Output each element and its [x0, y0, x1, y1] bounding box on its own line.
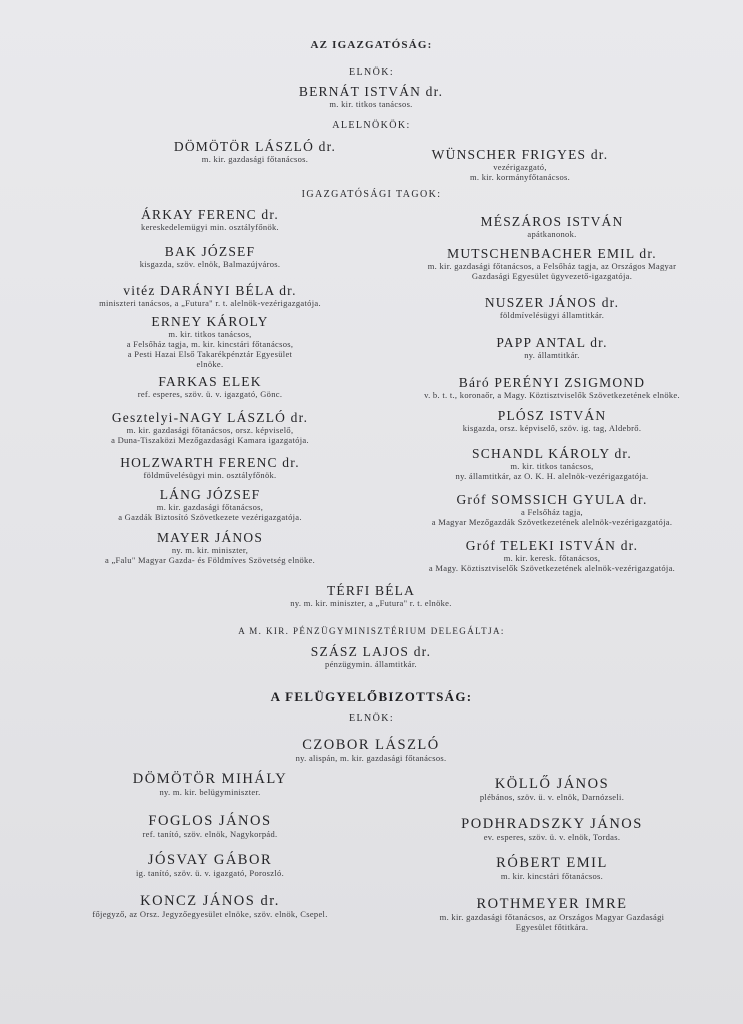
- board-member-left: [30, 530, 390, 565]
- person-title: a Pesti Hazai Első Takarékpénztár Egyesület: [127, 349, 293, 359]
- board-member-right: [362, 246, 742, 281]
- person-title: Gazdasági Egyesület ügyvezető-igazgatója.: [471, 271, 633, 281]
- board-member-left: [25, 283, 395, 308]
- person-title: v. b. t. t., koronaőr, a Magy. Köztisztviselők Szövetkezetének elnöke.: [424, 390, 680, 400]
- person-title: a Magyar Mezőgazdák Szövetkezetének alelnök-vezérigazgatója.: [431, 517, 673, 527]
- person-title: kereskedelemügyi min. osztályfőnök.: [141, 222, 279, 232]
- person-name: PLÓSZ ISTVÁN: [497, 408, 607, 423]
- supervisory-title: A FELÜGYELŐBIZOTTSÁG:: [270, 689, 473, 704]
- supervisory-member-right: [372, 817, 732, 842]
- person-name: ÁRKAY FERENC dr.: [141, 207, 279, 222]
- person-title: ev. esperes, szöv. ü. v. elnök, Tordas.: [483, 832, 621, 842]
- person-title: m. kir. titkos tanácsos.: [329, 99, 413, 109]
- person-name: JÓSVAY GÁBOR: [147, 852, 273, 868]
- supervisory-member-right: [372, 777, 732, 802]
- person-name: KÖLLŐ JÁNOS: [494, 776, 610, 792]
- person-name: Báró PERÉNYI ZSIGMOND: [458, 375, 646, 390]
- supervisory-member-left: [20, 894, 400, 919]
- board-member-right: [362, 446, 742, 481]
- supervisory-president: [221, 738, 521, 763]
- board-member-left: [40, 374, 380, 399]
- person-title: kisgazda, orsz. képviselő, szöv. ig. tag, Aldebrő.: [462, 423, 642, 433]
- person-title: főjegyző, az Orsz. Jegyzőegyesület elnöke, szöv. elnök, Csepel.: [92, 909, 328, 919]
- board-vice-left: [105, 139, 405, 164]
- board-member-right: [362, 538, 742, 573]
- board-members-label: IGAZGATÓSÁGI TAGOK:: [301, 189, 442, 200]
- person-title: ny. m. kir. belügyminiszter.: [159, 787, 261, 797]
- person-name: TÉRFI BÉLA: [326, 583, 416, 598]
- person-name: BAK JÓZSEF: [164, 244, 256, 259]
- supervisory-member-left: [40, 853, 380, 878]
- person-title: ref. esperes, szöv. ü. v. igazgató, Gönc.: [137, 389, 283, 399]
- person-name: DÖMÖTÖR MIHÁLY: [132, 771, 288, 787]
- board-member-center: [171, 583, 571, 608]
- supervisory-member-left: [40, 772, 380, 797]
- board-member-left: [40, 455, 380, 480]
- board-president: [221, 84, 521, 109]
- person-title: a Magy. Köztisztviselők Szövetkezetének alelnök-vezérigazgatója.: [428, 563, 676, 573]
- person-title: plébános, szöv. ü. v. elnök, Darnózseli.: [479, 792, 625, 802]
- board-member-left: [40, 244, 380, 269]
- person-title: ny. m. kir. miniszter, a „Futura" r. t. elnöke.: [290, 598, 452, 608]
- delegate-label: A M. KIR. PÉNZÜGYMINISZTÉRIUM DELEGÁLTJA:: [238, 626, 505, 636]
- person-title: m. kir. titkos tanácsos,: [510, 461, 594, 471]
- person-name: ERNEY KÁROLY: [151, 314, 269, 329]
- board-member-left: [40, 410, 380, 445]
- person-title: a „Falu" Magyar Gazda- és Földmíves Szövetség elnöke.: [104, 555, 316, 565]
- person-name: DÖMÖTÖR LÁSZLÓ dr.: [173, 139, 337, 154]
- person-name: WÜNSCHER FRIGYES dr.: [431, 147, 609, 162]
- person-title: vezérigazgató,: [493, 162, 547, 172]
- person-title: ny. m. kir. miniszter,: [171, 545, 249, 555]
- person-title: a Felsőház tagja,: [521, 507, 583, 517]
- board-member-left: [40, 487, 380, 522]
- person-name: HOLZWARTH FERENC dr.: [120, 455, 300, 470]
- person-name: SZÁSZ LAJOS dr.: [310, 644, 432, 659]
- person-name: CZOBOR LÁSZLÓ: [302, 737, 440, 753]
- person-title: apátkanonok.: [527, 229, 577, 239]
- person-name: BERNÁT ISTVÁN dr.: [298, 84, 444, 99]
- person-name: Gróf SOMSSICH GYULA dr.: [456, 492, 648, 507]
- person-name: RÓBERT EMIL: [496, 855, 608, 871]
- board-member-right: [372, 335, 732, 360]
- board-member-left: [40, 314, 380, 369]
- person-title: pénzügymin. államtitkár.: [325, 659, 417, 669]
- supervisory-member-right: [372, 856, 732, 881]
- person-name: Gróf TELEKI ISTVÁN dr.: [465, 538, 639, 553]
- person-title: kisgazda, szöv. elnök, Balmazújváros.: [139, 259, 281, 269]
- person-name: LÁNG JÓZSEF: [159, 487, 261, 502]
- person-name: MUTSCHENBACHER EMIL dr.: [447, 246, 657, 261]
- board-president-label: ELNÖK:: [348, 67, 395, 78]
- person-name: PAPP ANTAL dr.: [496, 335, 608, 350]
- person-title: m. kir. gazdasági főtanácsos, orsz. képviselő,: [126, 425, 294, 435]
- board-member-left: [40, 207, 380, 232]
- person-title: a Gazdák Biztosító Szövetkezete vezérigazgatója.: [118, 512, 302, 522]
- board-vice-label: ALELNÖKÖK:: [332, 120, 411, 131]
- person-title: ny. államtitkár.: [524, 350, 580, 360]
- person-title: m. kir. titkos tanácsos,: [168, 329, 252, 339]
- board-vice-right: [370, 147, 670, 182]
- person-name: MAYER JÁNOS: [156, 530, 264, 545]
- person-name: ROTHMEYER IMRE: [476, 896, 628, 912]
- person-name: FARKAS ELEK: [158, 374, 262, 389]
- person-title: miniszteri tanácsos, a „Futura" r. t. alelnök-vezérigazgatója.: [99, 298, 321, 308]
- person-title: földművelésügyi min. osztályfőnök.: [143, 470, 277, 480]
- board-member-right: [372, 408, 732, 433]
- person-title: földmívelésügyi államtitkár.: [499, 310, 605, 320]
- supervisory-president-label: ELNÖK:: [348, 713, 395, 724]
- person-title: elnöke.: [196, 359, 224, 369]
- person-title: ny. alispán, m. kir. gazdasági főtanácsos.: [295, 753, 447, 763]
- person-title: ref. tanító, szöv. elnök, Nagykorpád.: [142, 829, 278, 839]
- person-title: Egyesület főtitkára.: [515, 922, 589, 932]
- person-title: m. kir. gazdasági főtanácsos, a Felsőház tagja, az Országos Magyar: [427, 261, 677, 271]
- supervisory-member-right: [362, 897, 742, 932]
- person-name: FOGLOS JÁNOS: [148, 813, 272, 829]
- supervisory-member-left: [40, 814, 380, 839]
- person-title: m. kir. keresk. főtanácsos,: [503, 553, 601, 563]
- person-name: KONCZ JÁNOS dr.: [140, 893, 280, 909]
- person-title: ig. tanító, szöv. ü. v. igazgató, Poroszló.: [135, 868, 284, 878]
- person-title: m. kir. gazdasági főtanácsos.: [201, 154, 309, 164]
- page-title: AZ IGAZGATÓSÁG:: [310, 39, 433, 51]
- board-member-right: [362, 492, 742, 527]
- person-name: NUSZER JÁNOS dr.: [484, 295, 620, 310]
- person-title: m. kir. kincstári főtanácsos.: [500, 871, 604, 881]
- person-title: m. kir. kormányfőtanácsos.: [469, 172, 571, 182]
- person-title: a Duna-Tiszaközi Mezőgazdasági Kamara igazgatója.: [111, 435, 309, 445]
- person-name: MÉSZÁROS ISTVÁN: [480, 214, 624, 229]
- person-title: ny. államtitkár, az O. K. H. alelnök-vezérigazgatója.: [455, 471, 649, 481]
- board-member-right: [372, 295, 732, 320]
- person-title: m. kir. gazdasági főtanácsos, az Országos Magyar Gazdasági: [439, 912, 665, 922]
- person-name: vitéz DARÁNYI BÉLA dr.: [123, 283, 297, 298]
- person-title: a Felsőház tagja, m. kir. kincstári főtanácsos,: [126, 339, 294, 349]
- person-name: SCHANDL KÁROLY dr.: [472, 446, 632, 461]
- delegate: [221, 644, 521, 669]
- person-name: PODHRADSZKY JÁNOS: [461, 816, 643, 832]
- person-title: m. kir. gazdasági főtanácsos,: [156, 502, 264, 512]
- board-member-right: [372, 214, 732, 239]
- person-name: Gesztelyi-NAGY LÁSZLÓ dr.: [111, 410, 309, 425]
- board-member-right: [362, 375, 742, 400]
